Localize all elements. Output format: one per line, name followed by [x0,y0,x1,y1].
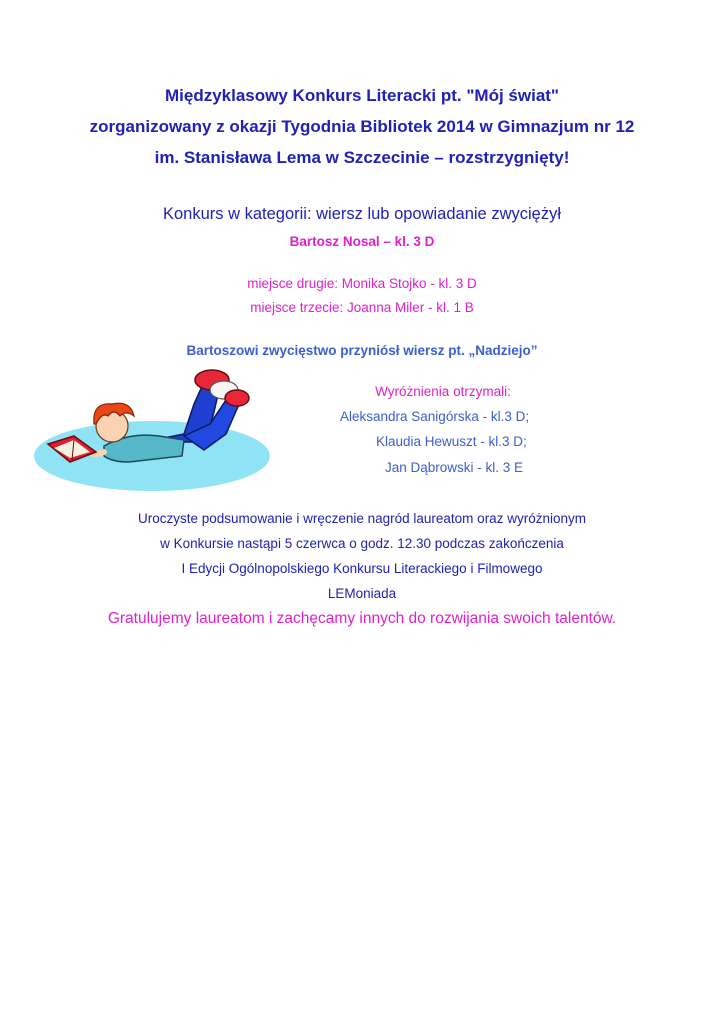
ceremony-line-1: Uroczyste podsumowanie i wręczenie nagród laureatom oraz wyróżnionym [138,511,586,526]
ceremony-line-3: I Edycji Ogólnopolskiego Konkursu Literackiego i Filmowego [181,561,543,576]
winning-poem-line: Bartoszowi zwycięstwo przyniósł wiersz pt. „Nadziejo” [186,343,538,358]
ceremony-line-4: LEMoniada [327,586,397,601]
third-place-line: miejsce trzecie: Joanna Miler - kl. 1 B [250,300,474,315]
title-line-3: im. Stanisława Lema w Szczecinie – rozstrzygnięty! [154,148,570,167]
second-place-line: miejsce drugie: Monika Stojko - kl. 3 D [247,276,477,291]
distinction-name-3: Jan Dąbrowski - kl. 3 E [385,460,524,475]
distinction-name-1: Aleksandra Sanigórska - kl.3 D; [340,409,530,424]
title-line-1: Międzyklasowy Konkurs Literacki pt. "Mój świat" [165,86,559,105]
category-line: Konkurs w kategorii: wiersz lub opowiadanie zwyciężył [162,205,561,223]
ceremony-line-2: w Konkursie nastąpi 5 czerwca o godz. 12.30 podczas zakończenia [160,536,564,551]
winner-line: Bartosz Nosal – kl. 3 D [289,234,435,249]
congrats-line: Gratulujemy laureatom i zachęcamy innych do rozwijania swoich talentów. [107,610,617,627]
distinctions-heading: Wyróżnienia otrzymali: [375,384,511,399]
distinction-name-2: Klaudia Hewuszt - kl.3 D; [376,434,527,449]
title-line-2: zorganizowany z okazji Tygodnia Bibliotek 2014 w Gimnazjum nr 12 [89,117,635,136]
